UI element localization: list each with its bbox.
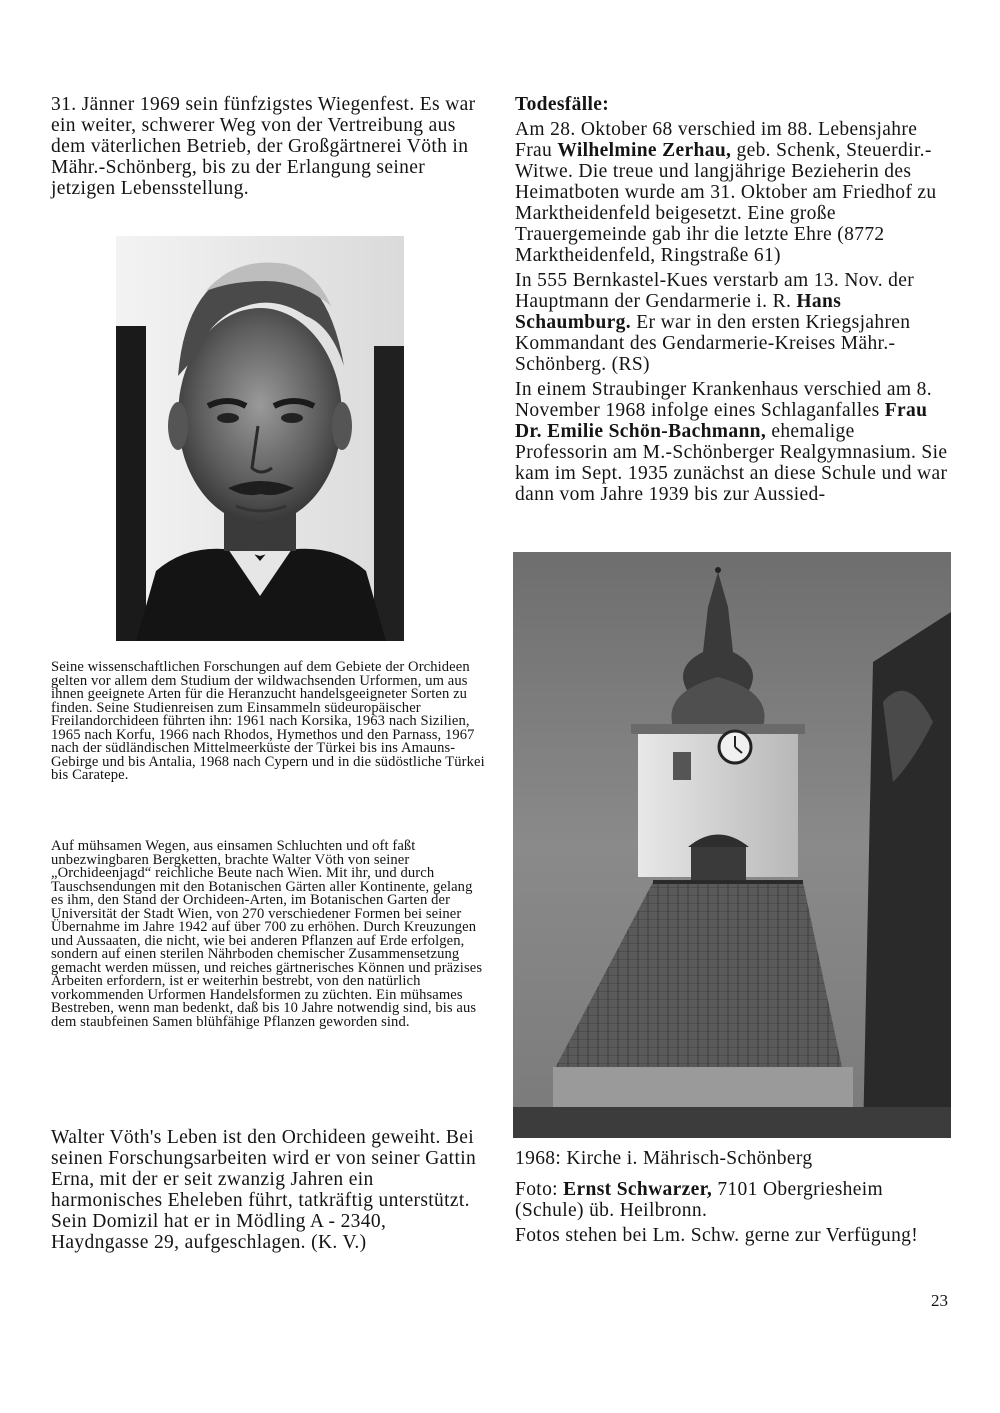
photo-credit bbox=[515, 1179, 951, 1221]
obituary-zerhau-text: geb. Schenk, Steuerdir.-Witwe. Die treue und langjährige Bezieherin des Heimatboten wurde am 31. Oktober am Friedhof zu Marktheidenfeld beigesetzt. Eine große Trauergemeinde gab ihr die letzte Ehre (8772 Marktheidenfeld, Ringstraße 61) bbox=[515, 140, 937, 266]
obituary-schaumburg-name: Hans Schaumburg. bbox=[515, 291, 842, 333]
obituary-zerhau-intro: Am 28. Oktober 68 verschied im 88. Lebensjahre Frau bbox=[515, 119, 918, 161]
obituary-schaumburg-text: Er war in den ersten Kriegsjahren Kommandant des Gendarmerie-Kreises Mähr.-Schönberg. (RS) bbox=[515, 312, 911, 375]
obituary-schoen-bachmann bbox=[515, 379, 951, 505]
obituary-schoen-bachmann-intro: In einem Straubinger Krankenhaus verschied am 8. November 1968 infolge eines Schlaganfalles bbox=[515, 379, 932, 421]
photographer-address: 7101 Obergriesheim (Schule) üb. Heilbronn. bbox=[515, 1179, 884, 1221]
photo-credit-label: Foto: bbox=[515, 1179, 564, 1200]
obituary-schaumburg bbox=[515, 270, 951, 375]
intro-paragraph: 31. Jänner 1969 sein fünfzigstes Wiegenfest. Es war ein weiter, schwerer Weg von der Vertreibung aus dem väterlichen Betrieb, der Großgärtnerei Vöth in Mähr.-Schönberg, bis zu der Erlangung seiner jetzigen Lebensstellung. bbox=[51, 94, 476, 199]
page-number: 23 bbox=[931, 1291, 948, 1310]
photo-availability-note: Fotos stehen bei Lm. Schw. gerne zur Verfügung! bbox=[515, 1225, 919, 1246]
research-paragraph: Seine wissenschaftlichen Forschungen auf dem Gebiete der Orchideen gelten vor allem dem Studium der wildwachsenden Urformen, um aus ihnen geeignete Arten für die Heranzucht handelsgeeigneter Sorten zu finden. Seine Studienreisen zum Einsammeln südeuropäischer Freilandorchideen führten ihn: 1961 nach Korsika, 1963 nach Sizilien, 1965 nach Korfu, 1966 nach Rhodos, Hymethos und den Parnass, 1967 nach der südländischen Mittelmeerküste der Türkei bis ins Amauns-Gebirge und bis Antalia, 1968 nach Cypern und in die südöstliche Türkei bis Caratepe. bbox=[51, 659, 485, 783]
portrait-photo bbox=[116, 236, 404, 641]
obituary-schoen-bachmann-name: Frau Dr. Emilie Schön-Bachmann, bbox=[515, 400, 928, 442]
expeditions-paragraph: Auf mühsamen Wegen, aus einsamen Schluchten und oft faßt unbezwingbaren Bergketten, brachte Walter Vöth von seiner „Orchideenjagd“ reichliche Beute nach Wien. Mit ihr, und durch Tauschsendungen mit den Botanischen Gärten aller Kontinente, gelang es ihm, den Stand der Orchideen-Arten, im Botanischen Garten der Universität der Stadt Wien, von 270 verschiedener Formen bei seiner Übernahme im Jahre 1942 auf über 700 zu erhöhen. Durch Kreuzungen und Aussaaten, die nicht, wie bei anderen Pflanzen auf Erde erfolgen, sondern auf einen sterilen Nährboden chemischer Zusammensetzung gemacht werden müssen, und reiches gärtnerisches Können und präzises Arbeiten erfordern, ist er weiterhin bestrebt, von den natürlich vorkommenden Urformen Handelsformen zu züchten. Ein mühsames Bestreben, wenn man bedenkt, daß bis 10 Jahre notwendig sind, bis aus dem staubfeinen Samen blühfähige Pflanzen geworden sind. bbox=[51, 838, 483, 1030]
obituaries-heading: Todesfälle: bbox=[515, 94, 610, 115]
photo-caption-block bbox=[515, 1148, 951, 1250]
photographer-name: Ernst Schwarzer, bbox=[563, 1179, 713, 1200]
obituary-zerhau bbox=[515, 119, 951, 266]
obituary-zerhau-name: Wilhelmine Zerhau, bbox=[557, 140, 732, 161]
closing-paragraph: Walter Vöth's Leben ist den Orchideen geweiht. Bei seinen Forschungsarbeiten wird er von seiner Gattin Erna, mit der er seit zwanzig Jahren ein harmonisches Eheleben führt, tatkräftig unterstützt. Sein Domizil hat er in Mödling A - 2340, Haydngasse 29, aufgeschlagen. (K. V.) bbox=[51, 1127, 477, 1253]
obituary-schoen-bachmann-text: ehemalige Professorin am M.-Schönberger Realgymnasium. Sie kam im Sept. 1935 zunächst an diese Schule und war dann vom Jahre 1939 bis zur Aussied- bbox=[515, 421, 948, 505]
church-photo bbox=[513, 552, 951, 1138]
portrait-illustration bbox=[116, 236, 404, 641]
church-illustration bbox=[513, 552, 951, 1138]
obituaries-section bbox=[515, 94, 951, 509]
photo-caption: 1968: Kirche i. Mährisch-Schönberg bbox=[515, 1148, 813, 1169]
obituary-schaumburg-intro: In 555 Bernkastel-Kues verstarb am 13. Nov. der Hauptmann der Gendarmerie i. R. bbox=[515, 270, 915, 312]
